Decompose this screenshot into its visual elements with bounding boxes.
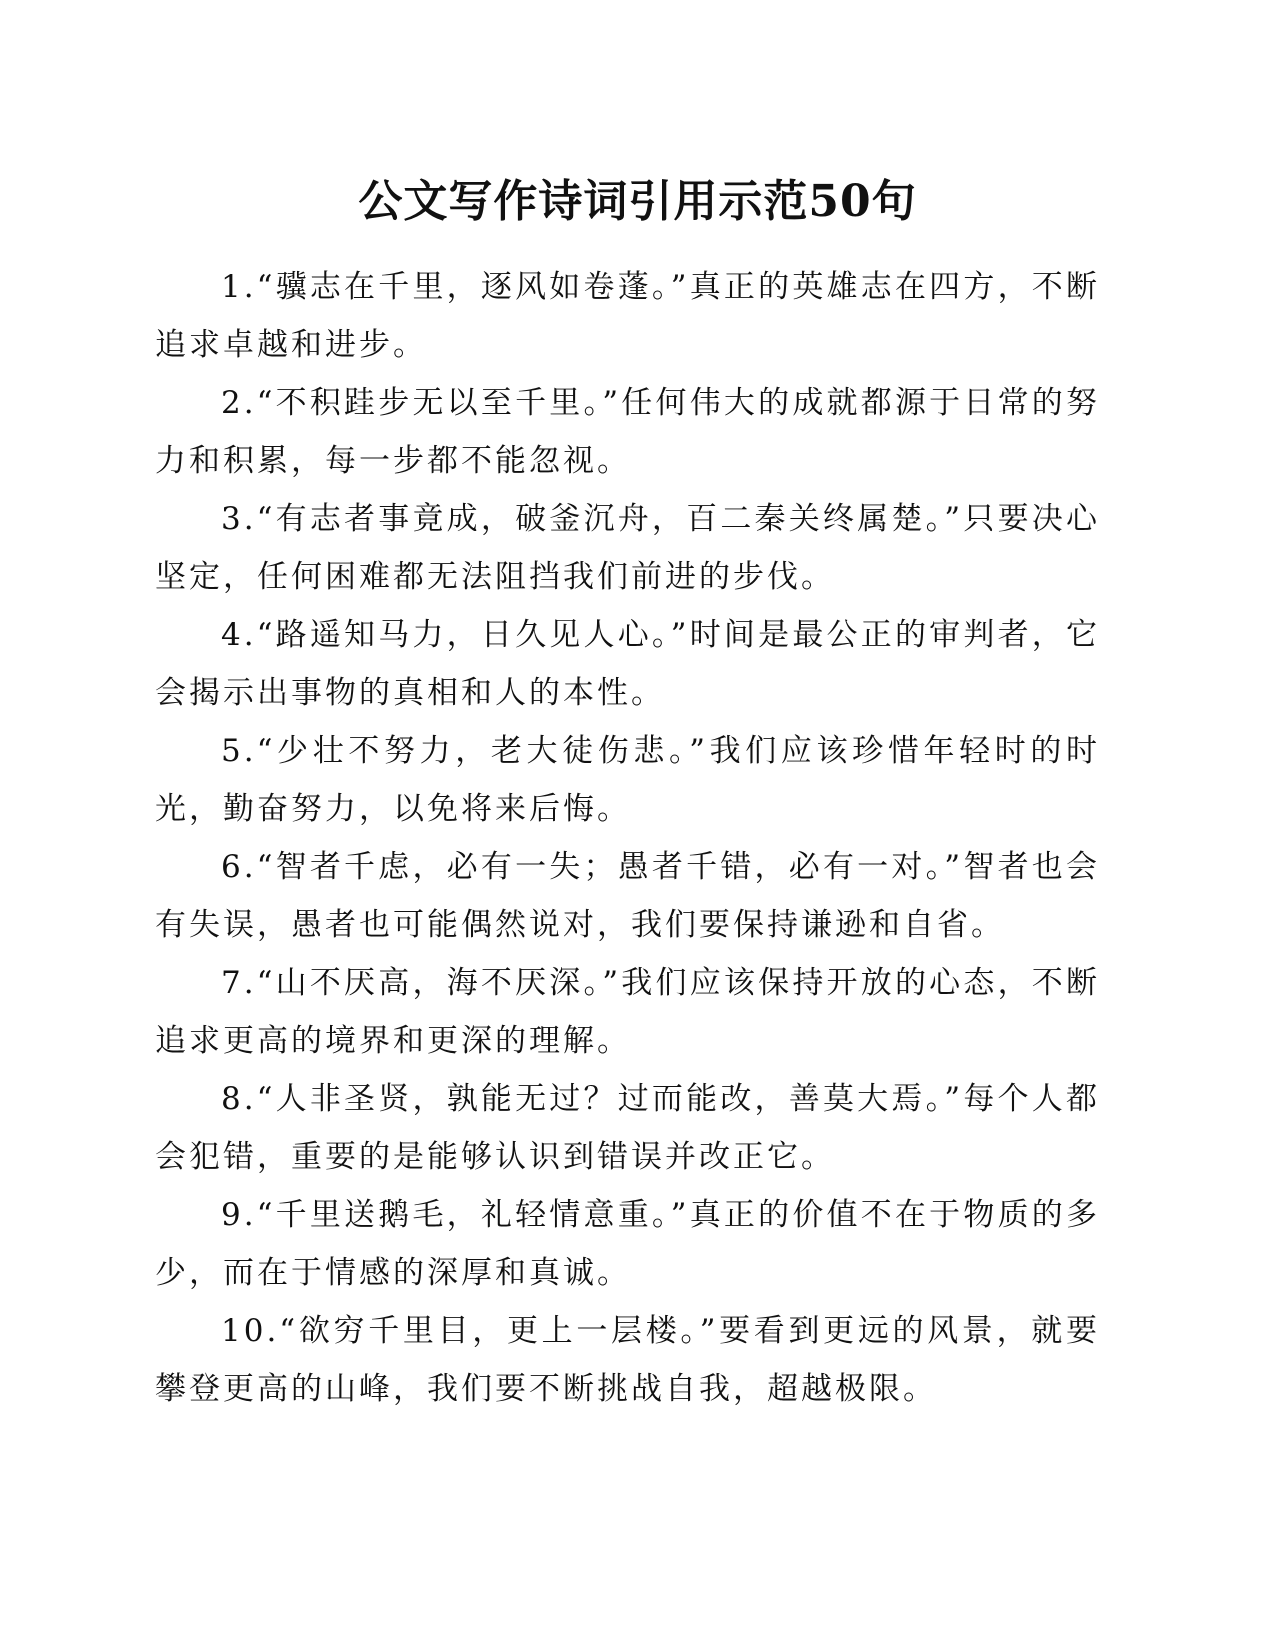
paragraph-3: 3.“有志者事竟成，破釜沉舟，百二秦关终属楚。”只要决心坚定，任何困难都无法阻挡我们前进的步伐。 — [155, 501, 1100, 595]
document-body — [155, 258, 1100, 1418]
paragraph-8: 8.“人非圣贤，孰能无过？过而能改，善莫大焉。”每个人都会犯错，重要的是能够认识到错误并改正它。 — [155, 1081, 1100, 1175]
paragraph-1: 1.“骥志在千里，逐风如卷蓬。”真正的英雄志在四方，不断追求卓越和进步。 — [155, 269, 1100, 363]
paragraph-6: 6.“智者千虑，必有一失；愚者千错，必有一对。”智者也会有失误，愚者也可能偶然说对，我们要保持谦逊和自省。 — [155, 849, 1100, 943]
paragraph-2: 2.“不积跬步无以至千里。”任何伟大的成就都源于日常的努力和积累，每一步都不能忽视。 — [155, 385, 1100, 479]
paragraph-4: 4.“路遥知马力，日久见人心。”时间是最公正的审判者，它会揭示出事物的真相和人的本性。 — [155, 617, 1100, 711]
paragraph-9: 9.“千里送鹅毛，礼轻情意重。”真正的价值不在于物质的多少，而在于情感的深厚和真诚。 — [155, 1197, 1100, 1291]
document-title: 公文写作诗词引用示范50句 — [358, 176, 917, 227]
paragraph-10: 10.“欲穷千里目，更上一层楼。”要看到更远的风景，就要攀登更高的山峰，我们要不断挑战自我，超越极限。 — [155, 1313, 1100, 1407]
paragraph-7: 7.“山不厌高，海不厌深。”我们应该保持开放的心态，不断追求更高的境界和更深的理解。 — [155, 965, 1100, 1059]
paragraph-5: 5.“少壮不努力，老大徒伤悲。”我们应该珍惜年轻时的时光，勤奋努力，以免将来后悔。 — [155, 733, 1100, 827]
